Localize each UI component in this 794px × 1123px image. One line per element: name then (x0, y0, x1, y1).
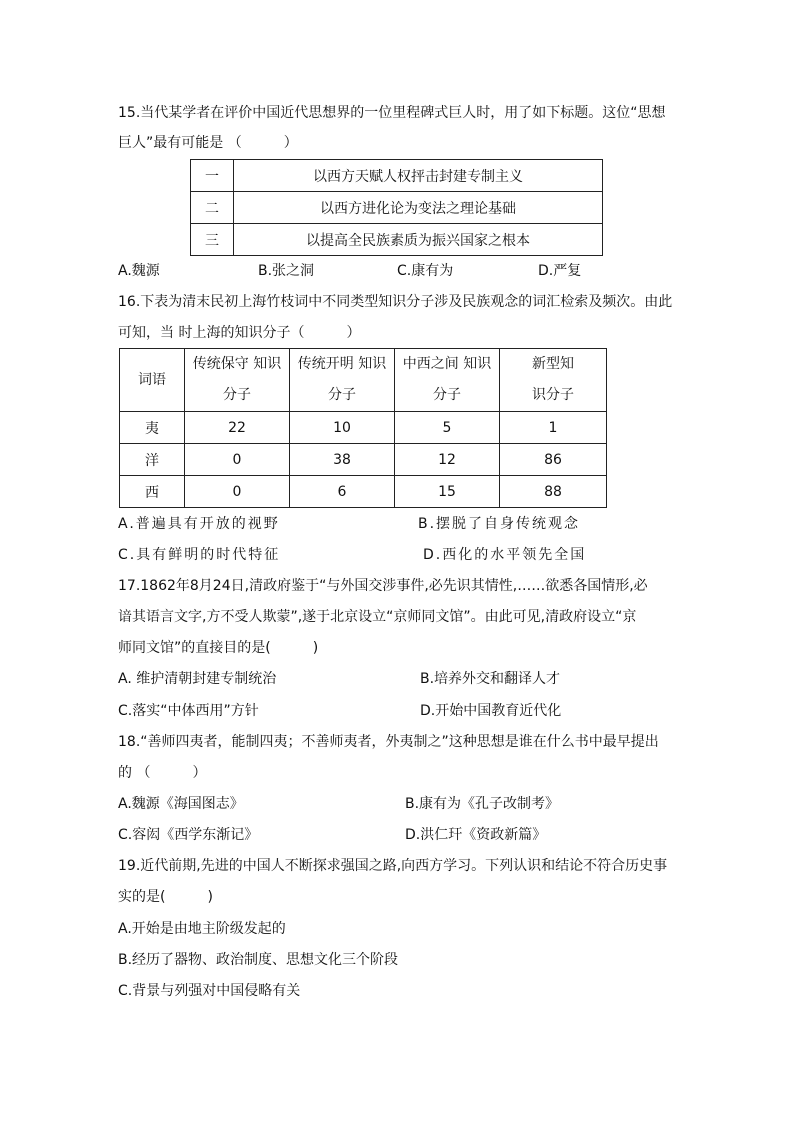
q19-stem-line2: 实的是( ) (118, 889, 213, 905)
q17-stem-line1: 17.1862年8月24日,清政府鉴于“与外国交涉事件,必先识其情性,……欲悉各国情形,必 (118, 578, 648, 594)
table-row (191, 224, 603, 256)
q15-row-text: 以提高全民族素质为振兴国家之根本 (234, 224, 603, 256)
row-value: 5 (395, 412, 500, 444)
row-value: 38 (290, 444, 395, 476)
q15-row-number: 二 (191, 192, 234, 224)
table-row (120, 444, 607, 476)
table-row (191, 160, 603, 192)
q15-stem-line2: 巨人”最有可能是 （ ） (118, 135, 298, 151)
q17-option-c[interactable]: C.落实“中体西用”方针 (118, 703, 259, 719)
header-line: 识分子 (532, 387, 574, 403)
q15-row-number: 一 (191, 160, 234, 192)
row-value: 1 (500, 412, 607, 444)
q15-row-number: 三 (191, 224, 234, 256)
row-value: 0 (185, 476, 290, 508)
q17-option-b[interactable]: B.培养外交和翻译人才 (420, 671, 561, 687)
header-traditional-enlightened (290, 349, 395, 412)
table-row (120, 476, 607, 508)
header-line: 传统开明 知识 (297, 356, 387, 372)
header-between-china-west (395, 349, 500, 412)
q16-table (119, 348, 607, 508)
q16-stem-line2: 可知，当 时上海的知识分子（ ） (118, 325, 361, 341)
row-value: 22 (185, 412, 290, 444)
row-word: 西 (120, 476, 185, 508)
q16-option-c[interactable]: C.具有鲜明的时代特征 (118, 547, 281, 563)
q19-option-a[interactable]: A.开始是由地主阶级发起的 (118, 921, 286, 937)
q16-option-d[interactable]: D.西化的水平领先全国 (423, 547, 587, 563)
q15-option-c[interactable]: C.康有为 (397, 263, 454, 279)
q15-row-text: 以西方天赋人权抨击封建专制主义 (234, 160, 603, 192)
table-row (191, 192, 603, 224)
q19-stem-line1: 19.近代前期,先进的中国人不断探求强国之路,向西方学习。下列认识和结论不符合历史事 (118, 858, 668, 874)
q17-stem-line3: 师同文馆”的直接目的是( ) (118, 640, 319, 656)
row-value: 10 (290, 412, 395, 444)
header-line: 分子 (328, 387, 356, 403)
row-value: 88 (500, 476, 607, 508)
q18-option-a[interactable]: A.魏源《海国图志》 (118, 796, 244, 812)
row-word: 洋 (120, 444, 185, 476)
q19-option-b[interactable]: B.经历了器物、政治制度、思想文化三个阶段 (118, 952, 399, 968)
q18-option-c[interactable]: C.容闳《西学东渐记》 (118, 827, 259, 843)
q15-option-a[interactable]: A.魏源 (118, 263, 160, 279)
row-value: 6 (290, 476, 395, 508)
q16-option-b[interactable]: B.摆脱了自身传统观念 (418, 516, 581, 532)
q15-row-text: 以西方进化论为变法之理论基础 (234, 192, 603, 224)
table-row (120, 412, 607, 444)
header-new-type (500, 349, 607, 412)
q18-stem-line2: 的 （ ） (118, 765, 207, 781)
row-value: 0 (185, 444, 290, 476)
q17-stem-line2: 谙其语言文字,方不受人欺蒙”,遂于北京设立“京师同文馆”。由此可见,清政府设立“京 (118, 609, 637, 625)
header-line: 新型知 (532, 356, 574, 372)
q18-option-d[interactable]: D.洪仁玕《资政新篇》 (405, 827, 547, 843)
q18-stem-line1: 18.“善师四夷者，能制四夷；不善师夷者，外夷制之”这种思想是谁在什么书中最早提出 (118, 734, 659, 750)
header-line: 分子 (433, 387, 461, 403)
q17-option-a[interactable]: A. 维护清朝封建专制统治 (118, 671, 277, 687)
q15-table (190, 159, 603, 256)
q16-option-a[interactable]: A.普遍具有开放的视野 (118, 516, 280, 532)
q15-stem-line1: 15.当代某学者在评价中国近代思想界的一位里程碑式巨人时，用了如下标题。这位“思想 (118, 105, 666, 121)
row-word: 夷 (120, 412, 185, 444)
header-word: 词语 (120, 349, 185, 412)
table-header-row (120, 349, 607, 412)
header-line: 中西之间 知识 (402, 356, 492, 372)
row-value: 12 (395, 444, 500, 476)
header-traditional-conservative (185, 349, 290, 412)
q15-option-d[interactable]: D.严复 (538, 263, 582, 279)
row-value: 15 (395, 476, 500, 508)
q17-option-d[interactable]: D.开始中国教育近代化 (420, 703, 562, 719)
header-line: 传统保守 知识 (192, 356, 282, 372)
row-value: 86 (500, 444, 607, 476)
q16-stem-line1: 16.下表为清末民初上海竹枝词中不同类型知识分子涉及民族观念的词汇检索及频次。由此 (118, 294, 673, 310)
q18-option-b[interactable]: B.康有为《孔子改制考》 (405, 796, 560, 812)
q19-option-c[interactable]: C.背景与列强对中国侵略有关 (118, 983, 301, 999)
header-line: 分子 (223, 387, 251, 403)
q15-option-b[interactable]: B.张之洞 (258, 263, 315, 279)
